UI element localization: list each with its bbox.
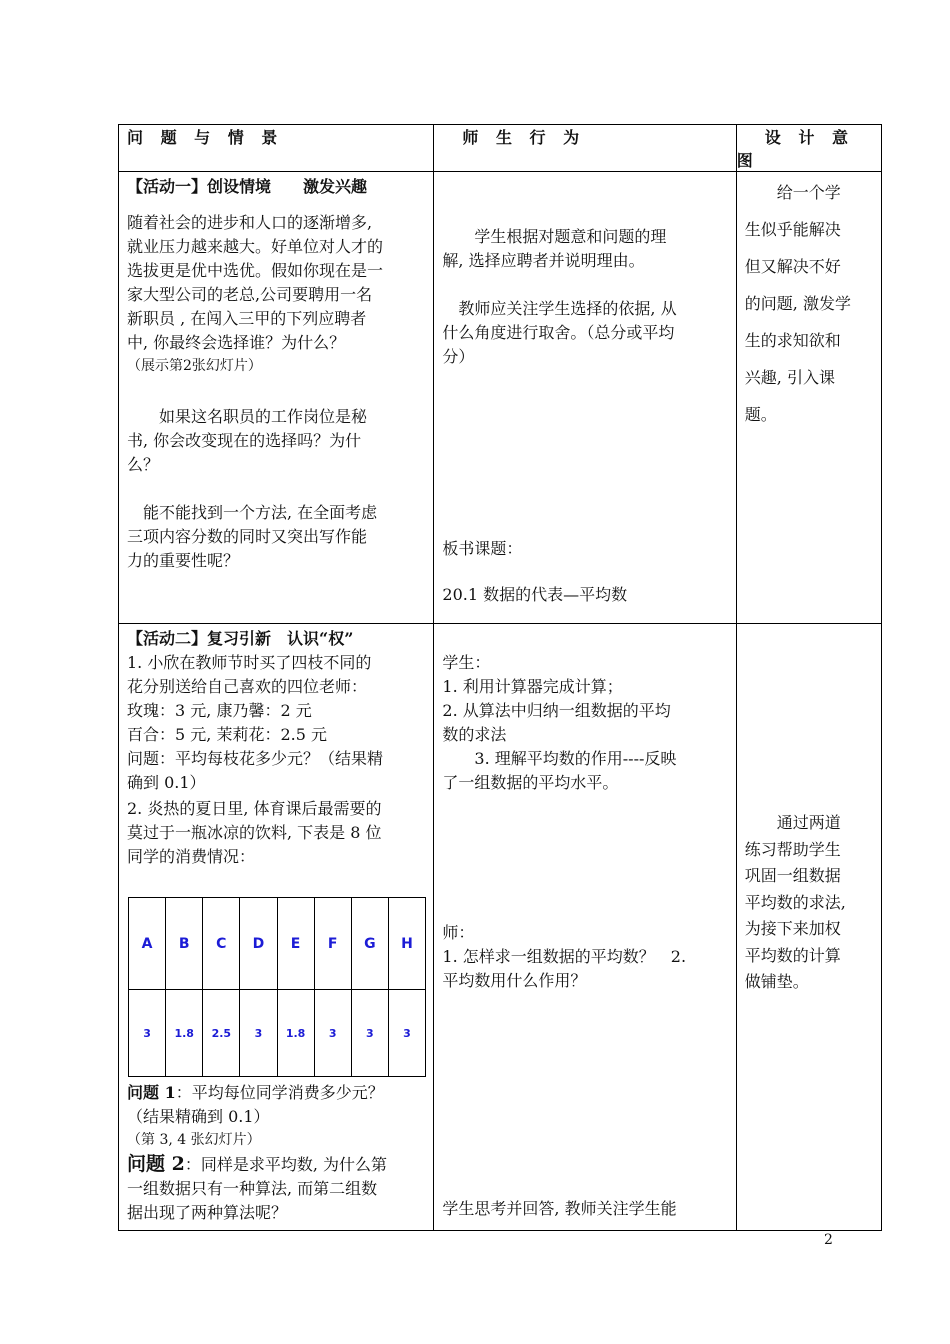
header-problem-situation: 问 题 与 情 景 [119,125,434,172]
student-cell: G [351,898,388,990]
lesson-title: 20.1 数据的代表—平均数 [442,585,628,604]
student-cell: C [203,898,240,990]
activity-two-situation: 【活动二】复习引新 认识“权” 1. 小欣在教师节时买了四枝不同的 花分别送给自己喜欢的四位老师： 玫瑰：3 元, 康乃馨：2 元 百合：5 元, 茉莉花：2.5 元 问题：平均每枝花多少元？（结果精 确到 0.1） 2. 炎热的夏日里, 体育课后最需要的 莫过于一瓶冰凉的饮料, 下表是 8 位 同学的消费情况： A B C D E F G H 3 1.8 2.5 3 1.8 3 3 3 问题 1：平均每位同学消费多少元？ （结果精确到 0.1） （第 3, 4 张幻灯片） 问题 2：同样是求平均数, 为什么第 一组数据只有一种算法, 而第二组数 据出现了两种算法呢？ [119,624,434,1231]
student-cell: E [277,898,314,990]
activity-one-intent: 给一个学 生似乎能解决 但又解决不好 的问题, 激发学 生的求知欲和 兴趣, 引入课 题。 [736,172,881,624]
student-cell: B [166,898,203,990]
amount-row [129,990,426,1077]
activity-two-intent: 通过两道 练习帮助学生 巩固一组数据 平均数的求法, 为接下来加权 平均数的计算 做铺垫。 [736,624,881,1231]
header-teacher-student-behavior: 师 生 行 为 [434,125,736,172]
activity-two-title: 【活动二】复习引新 认识“权” [127,629,354,648]
student-row [129,898,426,990]
header-row [119,125,882,172]
activity-one-behavior: 学生根据对题意和问题的理 解, 选择应聘者并说明理由。 教师应关注学生选择的依据, 从 什么角度进行取舍。（总分或平均 分） 板书课题： 20.1 数据的代表—平均数 [434,172,736,624]
student-cell: A [129,898,166,990]
amount-cell: 3 [388,990,425,1077]
question-one: 问题 1：平均每位同学消费多少元？ [127,1083,384,1102]
amount-cell: 2.5 [203,990,240,1077]
activity-one-situation: 【活动一】创设情境 激发兴趣 随着社会的进步和人口的逐渐增多, 就业压力越来越大。好单位对人才的 选拔更是优中选优。假如你现在是一 家大型公司的老总,公司要聘用一名 新职员 , 在闯入三甲的下列应聘者 中, 你最终会选择谁？为什么？ （展示第2张幻灯片） 如果这名职员的工作岗位是秘 书, 你会改变现在的选择吗？为什 么？ 能不能找到一个方法, 在全面考虑 三项内容分数的同时又突出写作能 力的重要性呢？ [119,172,434,624]
page-number: 2 [824,1232,833,1248]
amount-cell: 3 [314,990,351,1077]
amount-cell: 1.8 [277,990,314,1077]
lesson-plan-table [118,124,882,1231]
consumption-table [128,897,426,1077]
amount-cell: 3 [240,990,277,1077]
header-design-intent: 设 计 意 图 [736,125,881,172]
activity-one-row [119,172,882,624]
amount-cell: 3 [351,990,388,1077]
activity-two-row [119,624,882,1231]
amount-cell: 1.8 [166,990,203,1077]
student-cell: H [388,898,425,990]
activity-two-behavior: 学生： 1. 利用计算器完成计算； 2. 从算法中归纳一组数据的平均 数的求法 3. 理解平均数的作用----反映 了一组数据的平均水平。 师： 1. 怎样求一组数据的平均数？ 2. 平均数用什么作用？ 学生思考并回答, 教师关注学生能 [434,624,736,1231]
question-two: 问题 2：同样是求平均数, 为什么第 [127,1153,388,1175]
amount-cell: 3 [129,990,166,1077]
student-cell: F [314,898,351,990]
student-cell: D [240,898,277,990]
activity-one-title: 【活动一】创设情境 激发兴趣 [127,177,368,196]
